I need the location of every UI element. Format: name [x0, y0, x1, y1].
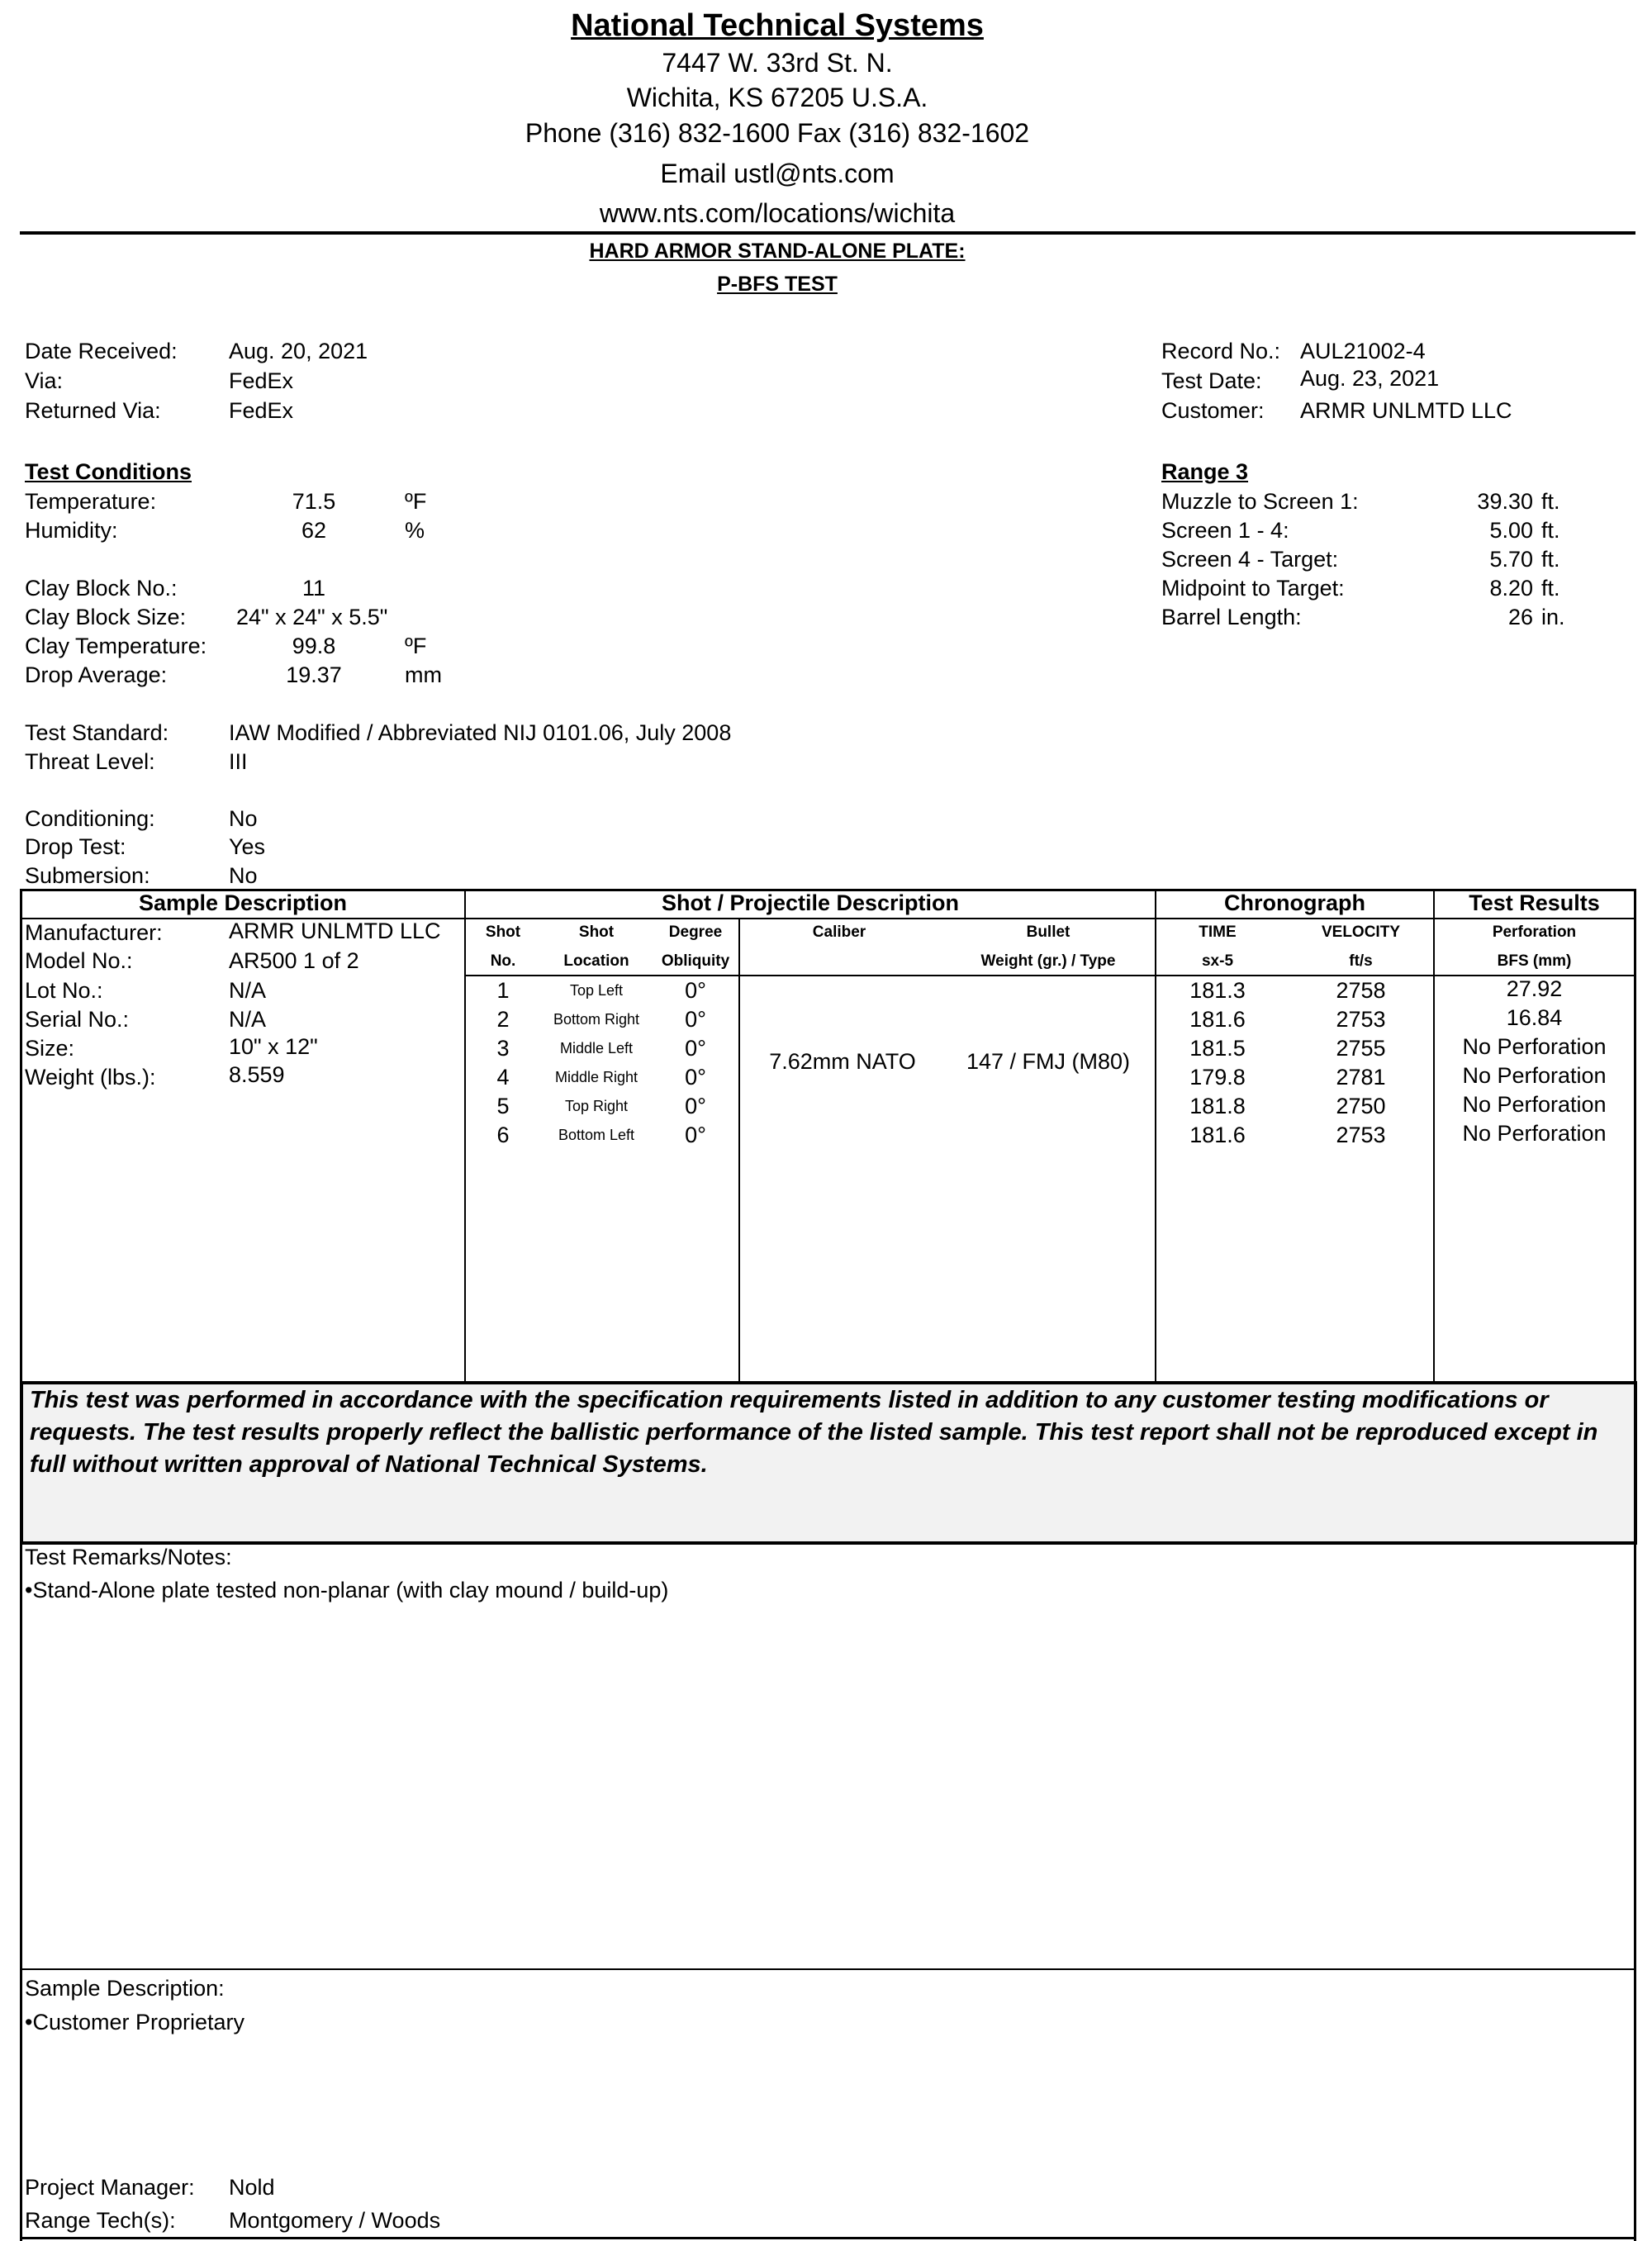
shot-result: No Perforation — [1462, 1092, 1607, 1117]
shot-location-subhead-1: Shot — [578, 923, 615, 941]
bullet-subhead-1: Bullet — [1026, 923, 1070, 941]
shot-obliquity: 0° — [685, 1065, 706, 1090]
shot-velocity: 2753 — [1336, 1123, 1386, 1147]
customer-label: Customer: — [1161, 398, 1265, 423]
screen-1-4-unit: ft. — [1541, 518, 1560, 543]
time-subhead-1: TIME — [1199, 923, 1237, 941]
shot-velocity: 2781 — [1336, 1065, 1386, 1090]
shot-time: 181.5 — [1189, 1036, 1246, 1061]
clay-block-no-label: Clay Block No.: — [25, 576, 178, 601]
shot-no: 1 — [496, 978, 510, 1003]
phone-fax: Phone (316) 832-1600 Fax (316) 832-1602 — [525, 118, 1030, 148]
shot-location: Bottom Right — [553, 1011, 640, 1028]
threat-level-value: III — [229, 749, 248, 774]
address-line-1: 7447 W. 33rd St. N. — [662, 48, 893, 78]
caliber-value: 7.62mm NATO — [769, 1049, 916, 1074]
shot-time: 181.3 — [1189, 978, 1246, 1003]
shot-no: 3 — [496, 1036, 510, 1061]
time-subhead-2: sx-5 — [1201, 952, 1234, 970]
barrel-length-label: Barrel Length: — [1161, 605, 1302, 629]
bfs-subhead: BFS (mm) — [1497, 952, 1572, 970]
shot-no: 6 — [496, 1123, 510, 1147]
muzzle-to-screen-value: 39.30 — [1477, 489, 1533, 514]
clay-temperature-unit: ºF — [405, 634, 427, 658]
shot-caliber-divider — [738, 918, 740, 1381]
remarks-note: •Stand-Alone plate tested non-planar (with clay mound / build-up) — [25, 1578, 669, 1602]
website: www.nts.com/locations/wichita — [599, 198, 956, 228]
shot-no: 2 — [496, 1007, 510, 1032]
test-standard-value: IAW Modified / Abbreviated NIJ 0101.06, July 2008 — [229, 720, 732, 745]
shot-result: No Perforation — [1462, 1034, 1607, 1059]
velocity-subhead-2: ft/s — [1349, 952, 1373, 970]
barrel-length-value: 26 — [1507, 605, 1533, 629]
via-value: FedEx — [229, 368, 294, 393]
drop-average-label: Drop Average: — [25, 662, 168, 687]
screen-4-target-unit: ft. — [1541, 547, 1560, 572]
test-date-value: Aug. 23, 2021 — [1300, 366, 1440, 391]
clay-temperature-value: 99.8 — [292, 634, 336, 658]
muzzle-to-screen-label: Muzzle to Screen 1: — [1161, 489, 1359, 514]
table-right-border — [1634, 889, 1636, 2241]
remarks-heading: Test Remarks/Notes: — [25, 1545, 232, 1569]
clay-block-size-label: Clay Block Size: — [25, 605, 187, 629]
shot-obliquity: 0° — [685, 1007, 706, 1032]
record-no-label: Record No.: — [1161, 339, 1281, 363]
project-manager-label: Project Manager: — [25, 2175, 195, 2200]
sample-description-heading: Sample Description: — [25, 1976, 225, 2001]
shot-no-subhead-1: Shot — [485, 923, 521, 941]
serial-no-label: Serial No.: — [25, 1007, 130, 1032]
drop-test-value: Yes — [229, 834, 266, 859]
screen-1-4-label: Screen 1 - 4: — [1161, 518, 1289, 543]
submersion-label: Submersion: — [25, 863, 150, 888]
manufacturer-value: ARMR UNLMTD LLC — [229, 919, 441, 943]
shot-result: No Perforation — [1462, 1121, 1607, 1146]
shot-no-subhead-2: No. — [490, 952, 516, 970]
shot-time: 181.6 — [1189, 1007, 1246, 1032]
obliquity-subhead-1: Degree — [668, 923, 723, 941]
shot-location: Middle Right — [554, 1069, 638, 1085]
shot-no: 5 — [496, 1094, 510, 1118]
shot-result: No Perforation — [1462, 1063, 1607, 1088]
shot-projectile-header: Shot / Projectile Description — [661, 890, 960, 915]
customer-value: ARMR UNLMTD LLC — [1300, 398, 1512, 423]
compliance-statement-box — [20, 1381, 1637, 1545]
humidity-value: 62 — [301, 518, 327, 543]
shot-time: 179.8 — [1189, 1065, 1246, 1090]
shot-obliquity: 0° — [685, 1036, 706, 1061]
midpoint-to-target-label: Midpoint to Target: — [1161, 576, 1345, 601]
shot-velocity: 2753 — [1336, 1007, 1386, 1032]
shot-time: 181.6 — [1189, 1123, 1246, 1147]
temperature-unit: ºF — [405, 489, 427, 514]
shot-location: Middle Left — [559, 1040, 634, 1056]
screen-4-target-label: Screen 4 - Target: — [1161, 547, 1339, 572]
shot-obliquity: 0° — [685, 1094, 706, 1118]
screen-1-4-value: 5.00 — [1489, 518, 1533, 543]
humidity-label: Humidity: — [25, 518, 118, 543]
address-line-2: Wichita, KS 67205 U.S.A. — [626, 83, 928, 112]
compliance-statement: This test was performed in accordance with the specification requirements listed in addition to any customer testing modifications or requests. The test results properly reflect the ballistic performance of the listed sample. This test report shall not be reproduced except in full without written approval of National Technical Systems. — [30, 1387, 1598, 1478]
email: Email ustl@nts.com — [660, 159, 895, 188]
humidity-unit: % — [405, 518, 425, 543]
shot-no: 4 — [496, 1065, 510, 1090]
returned-via-value: FedEx — [229, 398, 294, 423]
returned-via-label: Returned Via: — [25, 398, 161, 423]
manufacturer-label: Manufacturer: — [25, 920, 163, 945]
header-rule — [20, 231, 1635, 235]
shot-result: 16.84 — [1506, 1005, 1563, 1030]
shot-location: Top Left — [569, 982, 624, 999]
clay-temperature-label: Clay Temperature: — [25, 634, 207, 658]
drop-test-label: Drop Test: — [25, 834, 126, 859]
shot-time: 181.8 — [1189, 1094, 1246, 1118]
size-value: 10" x 12" — [229, 1034, 318, 1059]
report-title-1: HARD ARMOR STAND-ALONE PLATE: — [589, 240, 966, 263]
midpoint-to-target-value: 8.20 — [1489, 576, 1533, 601]
drop-average-value: 19.37 — [286, 662, 342, 687]
page-bottom-rule — [20, 2237, 1635, 2239]
shot-obliquity: 0° — [685, 978, 706, 1003]
sample-description-header: Sample Description — [138, 890, 348, 915]
clay-block-size-value: 24" x 24" x 5.5" — [236, 605, 388, 629]
table-left-border — [20, 889, 22, 2241]
test-conditions-heading: Test Conditions — [25, 459, 192, 484]
test-date-label: Test Date: — [1161, 368, 1262, 393]
record-no-value: AUL21002-4 — [1300, 339, 1426, 363]
lot-no-label: Lot No.: — [25, 978, 103, 1003]
clay-block-no-value: 11 — [301, 576, 326, 601]
via-label: Via: — [25, 368, 64, 393]
project-manager-value: Nold — [229, 2175, 275, 2200]
shot-velocity: 2758 — [1336, 978, 1386, 1003]
bullet-value: 147 / FMJ (M80) — [966, 1049, 1131, 1074]
model-no-label: Model No.: — [25, 948, 133, 973]
shot-location: Top Right — [564, 1098, 629, 1114]
test-results-header: Test Results — [1469, 890, 1600, 915]
threat-level-label: Threat Level: — [25, 749, 155, 774]
velocity-subhead-1: VELOCITY — [1321, 923, 1400, 941]
conditioning-value: No — [229, 806, 258, 831]
obliquity-subhead-2: Obliquity — [661, 952, 730, 970]
report-title-2: P-BFS TEST — [717, 273, 838, 296]
shot-velocity: 2755 — [1336, 1036, 1386, 1061]
remarks-bottom-rule — [20, 1968, 1635, 1970]
sample-description-note: •Customer Proprietary — [25, 2010, 245, 2034]
model-no-value: AR500 1 of 2 — [229, 948, 359, 973]
serial-no-value: N/A — [229, 1007, 267, 1032]
weight-label: Weight (lbs.): — [25, 1065, 156, 1090]
bullet-subhead-2: Weight (gr.) / Type — [980, 952, 1116, 970]
test-standard-label: Test Standard: — [25, 720, 169, 745]
range-tech-value: Montgomery / Woods — [229, 2208, 441, 2233]
caliber-subhead: Caliber — [812, 923, 866, 941]
shot-result: 27.92 — [1506, 976, 1563, 1001]
barrel-length-unit: in. — [1541, 605, 1565, 629]
shot-obliquity: 0° — [685, 1123, 706, 1147]
lot-no-value: N/A — [229, 978, 267, 1003]
date-received-label: Date Received: — [25, 339, 178, 363]
drop-average-unit: mm — [405, 662, 442, 687]
perforation-subhead: Perforation — [1492, 923, 1577, 941]
date-received-value: Aug. 20, 2021 — [229, 339, 368, 363]
shot-location-subhead-2: Location — [563, 952, 629, 970]
submersion-value: No — [229, 863, 258, 888]
temperature-label: Temperature: — [25, 489, 157, 514]
size-label: Size: — [25, 1036, 75, 1061]
range-heading: Range 3 — [1161, 459, 1249, 484]
shot-location: Bottom Left — [558, 1127, 635, 1143]
chronograph-header: Chronograph — [1224, 890, 1365, 915]
screen-4-target-value: 5.70 — [1489, 547, 1533, 572]
company-name: National Technical Systems — [571, 8, 984, 43]
midpoint-to-target-unit: ft. — [1541, 576, 1560, 601]
muzzle-to-screen-unit: ft. — [1541, 489, 1560, 514]
conditioning-label: Conditioning: — [25, 806, 155, 831]
shot-velocity: 2750 — [1336, 1094, 1386, 1118]
temperature-value: 71.5 — [292, 489, 336, 514]
range-tech-label: Range Tech(s): — [25, 2208, 176, 2233]
weight-value: 8.559 — [229, 1062, 285, 1087]
